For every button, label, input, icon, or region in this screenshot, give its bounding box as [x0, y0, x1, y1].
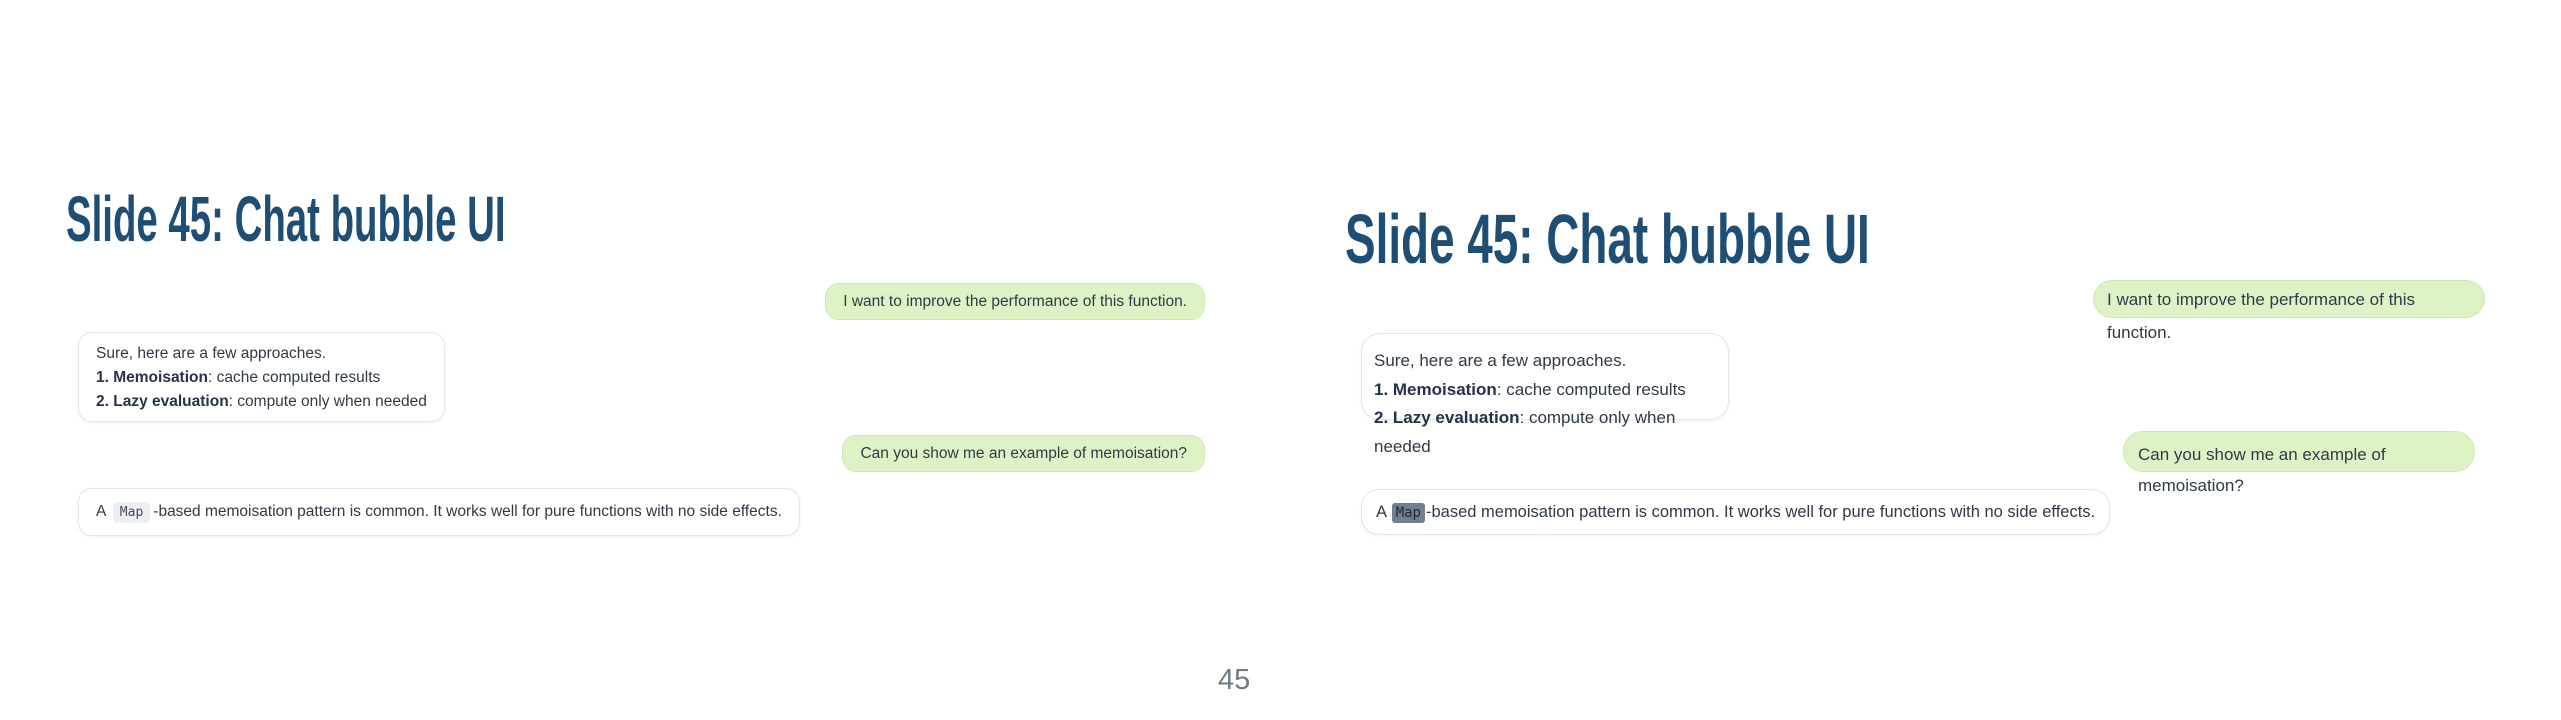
chat-line [1374, 347, 1716, 376]
chat-message-text: Can you show me an example of memoisation? [860, 445, 1187, 462]
slide-title: Slide 45: Chat bubble UI [1345, 200, 1870, 278]
page-number: 45 [1218, 664, 1251, 696]
slide-render-left [0, 0, 1280, 720]
chat-line-text: : cache computed results [207, 369, 381, 386]
chat-bubble-user-1 [2093, 280, 2485, 342]
slide-title: Slide 45: Chat bubble UI [66, 183, 506, 255]
chat-line [1374, 404, 1716, 461]
chat-bubble-assistant-1 [1361, 333, 1729, 456]
inline-code-chip: Map [113, 502, 150, 523]
chat-line-text: Sure, here are a few approaches. [96, 345, 327, 362]
chat-bubble-user-1 [825, 283, 1205, 320]
chat-line [1374, 376, 1716, 405]
chat-message-suffix: -based memoisation pattern is common. It works well for pure functions with no side effects. [1425, 503, 2096, 521]
chat-line-bold: 2. Lazy evaluation [96, 393, 229, 410]
chat-message-prefix: A [1376, 503, 1391, 521]
chat-message-text: Can you show me an example of memoisation? [2138, 445, 2386, 495]
slide-render-right [1280, 0, 2561, 720]
chat-bubble-assistant-2 [1361, 489, 2110, 535]
chat-line-text: : cache computed results [1496, 379, 1686, 399]
chat-line [96, 366, 427, 390]
inline-code-chip-highlighted: Map [1392, 503, 1425, 523]
chat-line-bold: 1. Memoisation [96, 369, 208, 386]
chat-message-prefix: A [96, 503, 110, 520]
chat-line [96, 390, 427, 414]
chat-message-text: I want to improve the performance of this function. [2107, 290, 2416, 342]
chat-line-text: Sure, here are a few approaches. [1374, 351, 1627, 370]
chat-line-text: : compute only when needed [1374, 408, 1676, 456]
chat-bubble-user-2 [842, 435, 1205, 472]
chat-line-bold: 1. Memoisation [1374, 379, 1497, 399]
chat-bubble-assistant-2 [78, 488, 800, 536]
chat-bubble-assistant-1 [78, 332, 445, 422]
chat-message-suffix: -based memoisation pattern is common. It works well for pure functions with no side effects. [153, 503, 782, 520]
chat-line [96, 342, 427, 366]
chat-message-text: I want to improve the performance of this function. [843, 293, 1187, 310]
chat-line-bold: 2. Lazy evaluation [1374, 408, 1520, 427]
chat-bubble-user-2 [2123, 431, 2475, 495]
chat-line-text: : compute only when needed [228, 393, 427, 410]
